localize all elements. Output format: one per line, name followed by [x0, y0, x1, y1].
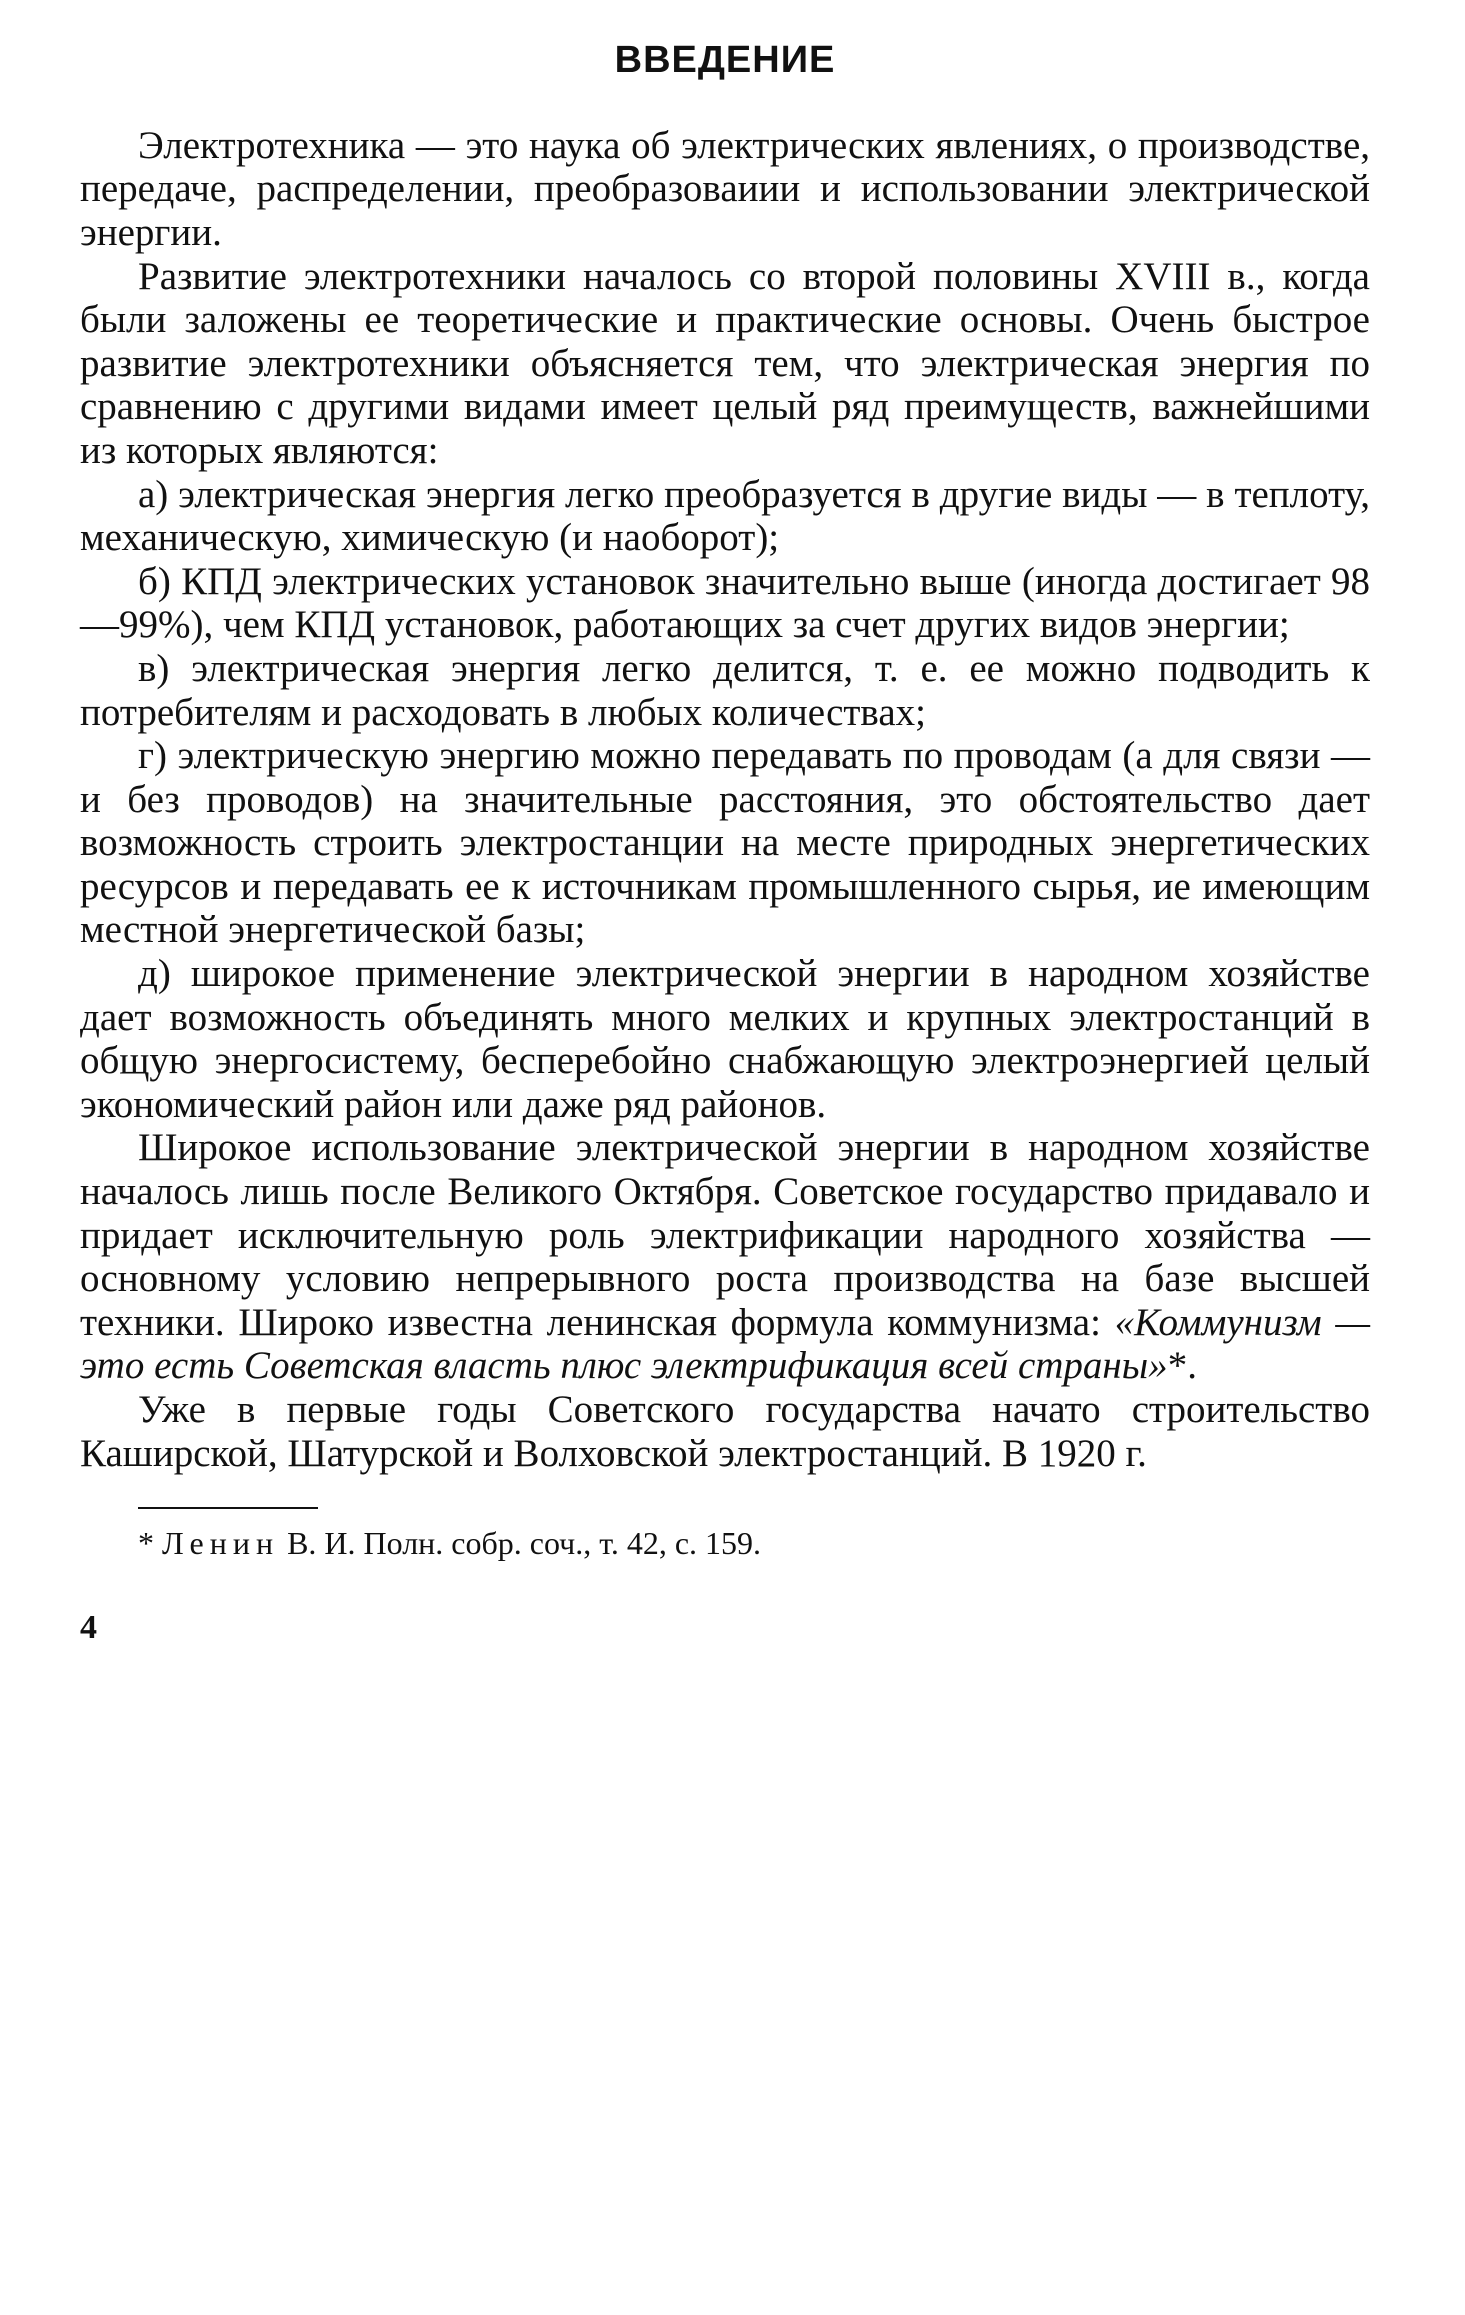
list-item-d: д) широкое применение электрической энергии в народном хозяйстве дает возможность объединять много мелких и крупных электростанций в общую энергосистему, бесперебойно снабжающую электроэнергией целый экономический район или даже ряд районов. [80, 952, 1370, 1126]
paragraph-lenin [80, 1126, 1370, 1388]
lenin-quote: «Коммунизм — это есть Советская власть плюс электрификация всей страны» [80, 1300, 1370, 1388]
footnote-asterisk: * [138, 1525, 162, 1562]
paragraph-lenin-text: Широкое использование электрической энергии в народном хозяйстве началось лишь после Великого Октября. Советское государство придавало и придает исключительную роль электрификации народного хозяйства — основному условию непрерывного роста производства на базе высшей техники. Широко известна ленинская формула коммунизма: [80, 1126, 1370, 1344]
chapter-title: ВВЕДЕНИЕ [614, 39, 836, 81]
paragraph-development: Развитие электротехники началось со второй половины XVIII в., когда были заложены ее теоретические и практические основы. Очень быстрое развитие электротехники объясняется тем, что электрическая энергия по сравнению с другими видами имеет целый ряд преимуществ, важнейшими из которых являются: [80, 254, 1370, 472]
main-text [80, 124, 1370, 1475]
footnote-mark: *. [1167, 1344, 1197, 1388]
list-item-g: г) электрическую энергию можно передавать по проводам (а для связи — и без проводов) на значительные расстояния, это обстоятельство дает возможность строить электростанции на месте природных энергетических ресурсов и передавать ее к источникам промышленного сырья, ие имеющим местной энергетической базы; [80, 734, 1370, 952]
list-item-b: б) КПД электрических установок значительно выше (иногда достигает 98—99%), чем КПД установок, работающих за счет других видов энергии; [80, 559, 1370, 647]
paragraph-intro: Электротехника — это наука об электрических явлениях, о производстве, передаче, распределении, преобразоваиии и использовании электрической энергии. [80, 123, 1370, 254]
footnote [138, 1523, 1370, 1563]
page-number: 4 [80, 1609, 97, 1647]
list-item-a: а) электрическая энергия легко преобразуется в другие виды — в теплоту, механическую, химическую (и наоборот); [80, 472, 1370, 560]
footnote-divider [138, 1507, 318, 1509]
list-item-v: в) электрическая энергия легко делится, т. е. ее можно подводить к потребителям и расходовать в любых количествах; [80, 646, 1370, 734]
footnote-text: В. И. Полн. собр. соч., т. 42, с. 159. [279, 1525, 762, 1562]
book-page [80, 40, 1370, 1647]
footnote-author: Ленин [162, 1525, 280, 1562]
paragraph-last: Уже в первые годы Советского государства начато строительство Каширской, Шатурской и Волховской электростанций. В 1920 г. [80, 1388, 1370, 1475]
